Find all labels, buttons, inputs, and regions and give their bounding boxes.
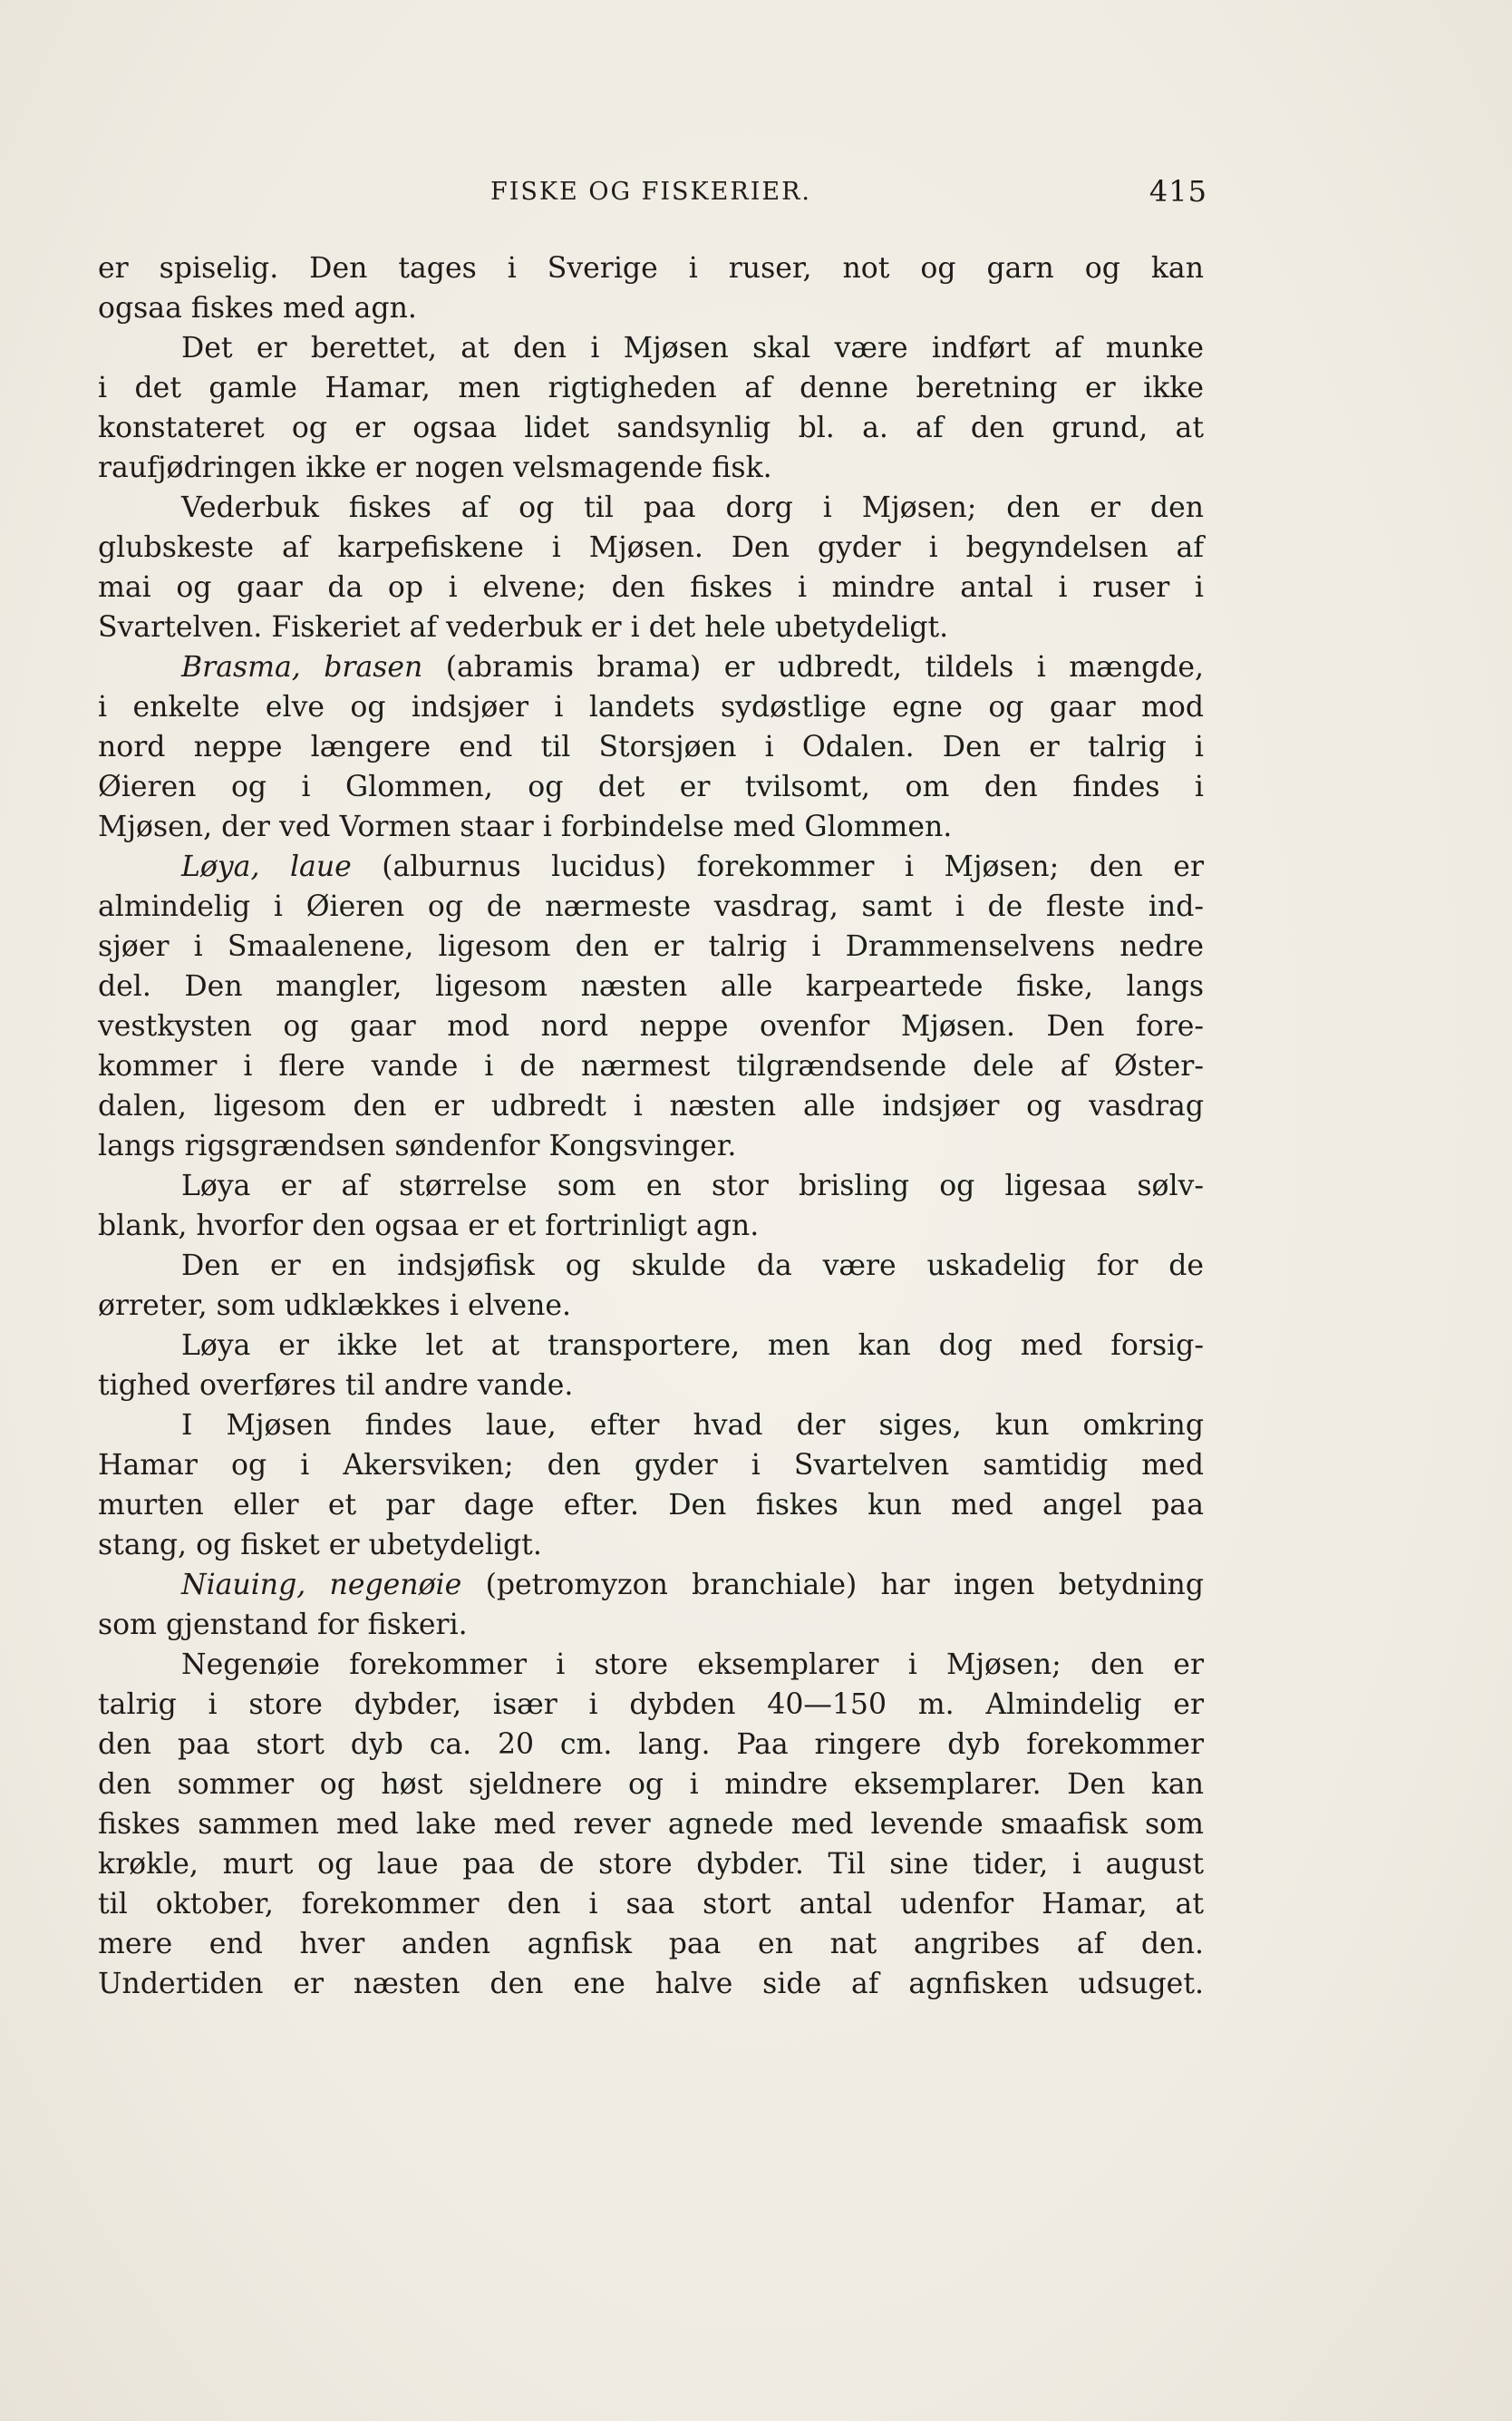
text-line-content: del. Den mangler, ligesom næsten alle karpeartede fiske, langs <box>98 970 1204 1003</box>
text-line-content: stang, og fisket er ubetydeligt. <box>98 1529 542 1561</box>
text-line <box>98 1206 1204 1246</box>
text-line <box>98 1126 1204 1166</box>
text-line-content: (abramis brama) er udbredt, tildels i mængde, <box>422 651 1204 684</box>
text-line <box>98 967 1204 1006</box>
text-line <box>98 408 1204 448</box>
text-line <box>98 568 1204 608</box>
text-line <box>98 1445 1204 1485</box>
text-line <box>98 1485 1204 1525</box>
text-line-content: i enkelte elve og indsjøer i landets sydøstlige egne og gaar mod <box>98 691 1204 724</box>
text-line-content: mai og gaar da op i elvene; den fiskes i mindre antal i ruser i <box>98 571 1204 604</box>
text-line <box>98 328 1204 368</box>
text-line <box>98 1046 1204 1086</box>
text-line-content: almindelig i Øieren og de nærmeste vasdrag, samt i de fleste ind- <box>98 890 1204 923</box>
text-line <box>98 448 1204 488</box>
text-line-content: ørreter, som udklækkes i elvene. <box>98 1289 572 1322</box>
text-line-content: nord neppe længere end til Storsjøen i Odalen. Den er talrig i <box>98 731 1204 763</box>
text-line-content: Løya er ikke let at transportere, men kan dog med forsig- <box>181 1329 1204 1362</box>
text-line-content: i det gamle Hamar, men rigtigheden af denne beretning er ikke <box>98 372 1204 404</box>
text-line-content: Øieren og i Glommen, og det er tvilsomt, om den findes i <box>98 771 1204 803</box>
text-line-content: Løya er af størrelse som en stor brisling og ligesaa sølv- <box>181 1170 1204 1202</box>
species-name: Niauing, negenøie <box>181 1569 462 1601</box>
text-line-content: Negenøie forekommer i store eksemplarer i Mjøsen; den er <box>181 1648 1204 1681</box>
text-line-content: (petromyzon branchiale) har ingen betydning <box>461 1569 1204 1601</box>
text-line <box>98 1765 1204 1804</box>
text-line-content: tighed overføres til andre vande. <box>98 1369 574 1402</box>
text-line-content: konstateret og er ogsaa lidet sandsynlig bl. a. af den grund, at <box>98 412 1204 444</box>
text-line-content: Hamar og i Akersviken; den gyder i Svartelven samtidig med <box>98 1449 1204 1482</box>
text-line <box>98 368 1204 408</box>
text-line-content: til oktober, forekommer den i saa stort antal udenfor Hamar, at <box>98 1888 1204 1920</box>
text-line <box>98 1525 1204 1565</box>
text-line-content: krøkle, murt og laue paa de store dybder. Til sine tider, i august <box>98 1848 1204 1881</box>
text-line <box>98 1645 1204 1685</box>
species-name: Brasma, brasen <box>181 651 423 684</box>
page-number: 415 <box>1149 174 1207 209</box>
text-line <box>98 1685 1204 1725</box>
text-line-content: (alburnus lucidus) forekommer i Mjøsen; den er <box>351 851 1204 883</box>
text-line-content: som gjenstand for fiskeri. <box>98 1609 468 1641</box>
text-line <box>98 1326 1204 1366</box>
text-line <box>98 1605 1204 1645</box>
text-line-content: vestkysten og gaar mod nord neppe ovenfor Mjøsen. Den fore- <box>98 1010 1204 1043</box>
text-line-content: dalen, ligesom den er udbredt i næsten alle indsjøer og vasdrag <box>98 1090 1204 1123</box>
text-line-content: er spiselig. Den tages i Sverige i ruser, not og garn og kan <box>98 252 1204 285</box>
text-line <box>98 1884 1204 1924</box>
text-line-content: Det er berettet, at den i Mjøsen skal være indført af munke <box>181 332 1204 365</box>
text-line <box>98 687 1204 727</box>
text-line-content: I Mjøsen findes laue, efter hvad der siges, kun omkring <box>181 1409 1204 1442</box>
text-line-content: mere end hver anden agnfisk paa en nat angribes af den. <box>98 1928 1204 1960</box>
text-line <box>98 248 1204 288</box>
text-line <box>98 847 1204 887</box>
text-line-content: talrig i store dybder, især i dybden 40—150 m. Almindelig er <box>98 1688 1204 1721</box>
text-line <box>98 1804 1204 1844</box>
text-line <box>98 1366 1204 1405</box>
text-line <box>98 1924 1204 1964</box>
body-text <box>98 248 1204 2004</box>
text-line-content: murten eller et par dage efter. Den fiskes kun med angel paa <box>98 1489 1204 1522</box>
text-line-content: Undertiden er næsten den ene halve side af agnfisken udsuget. <box>98 1968 1204 2000</box>
text-line <box>98 288 1204 328</box>
text-line-content: fiskes sammen med lake med rever agnede med levende smaafisk som <box>98 1808 1204 1841</box>
text-line <box>98 1166 1204 1206</box>
text-line-content: ogsaa fiskes med agn. <box>98 292 417 325</box>
species-name: Løya, laue <box>181 851 352 883</box>
text-line-content: Den er en indsjøfisk og skulde da være uskadelig for de <box>181 1249 1204 1282</box>
text-line-content: Vederbuk fiskes af og til paa dorg i Mjøsen; den er den <box>181 491 1204 524</box>
text-line-content: blank, hvorfor den ogsaa er et fortrinligt agn. <box>98 1210 760 1242</box>
text-line <box>98 1964 1204 2004</box>
text-line <box>98 528 1204 568</box>
text-line-content: glubskeste af karpefiskene i Mjøsen. Den gyder i begyndelsen af <box>98 531 1204 564</box>
text-line <box>98 1565 1204 1605</box>
text-line <box>98 887 1204 927</box>
page-header <box>98 174 1207 214</box>
text-line <box>98 1405 1204 1445</box>
text-line-content: langs rigsgrændsen søndenfor Kongsvinger. <box>98 1130 737 1162</box>
running-head: FISKE OG FISKERIER. <box>489 178 812 206</box>
text-line <box>98 1086 1204 1126</box>
text-line <box>98 647 1204 687</box>
text-line <box>98 1725 1204 1765</box>
text-line <box>98 488 1204 528</box>
text-line <box>98 1246 1204 1286</box>
text-line <box>98 608 1204 647</box>
text-line <box>98 727 1204 767</box>
text-line <box>98 807 1204 847</box>
text-line <box>98 927 1204 967</box>
text-line-content: sjøer i Smaalenene, ligesom den er talrig i Drammenselvens nedre <box>98 930 1204 963</box>
text-line-content: kommer i flere vande i de nærmest tilgrændsende dele af Øster- <box>98 1050 1204 1083</box>
text-line <box>98 1844 1204 1884</box>
text-line <box>98 767 1204 807</box>
text-line-content: den paa stort dyb ca. 20 cm. lang. Paa ringere dyb forekommer <box>98 1728 1204 1761</box>
text-line <box>98 1286 1204 1326</box>
text-line-content: Svartelven. Fiskeriet af vederbuk er i det hele ubetydeligt. <box>98 611 949 644</box>
text-line-content: den sommer og høst sjeldnere og i mindre eksemplarer. Den kan <box>98 1768 1204 1801</box>
text-line-content: Mjøsen, der ved Vormen staar i forbindelse med Glommen. <box>98 811 953 843</box>
text-line-content: raufjødringen ikke er nogen velsmagende fisk. <box>98 452 772 484</box>
text-line <box>98 1006 1204 1046</box>
